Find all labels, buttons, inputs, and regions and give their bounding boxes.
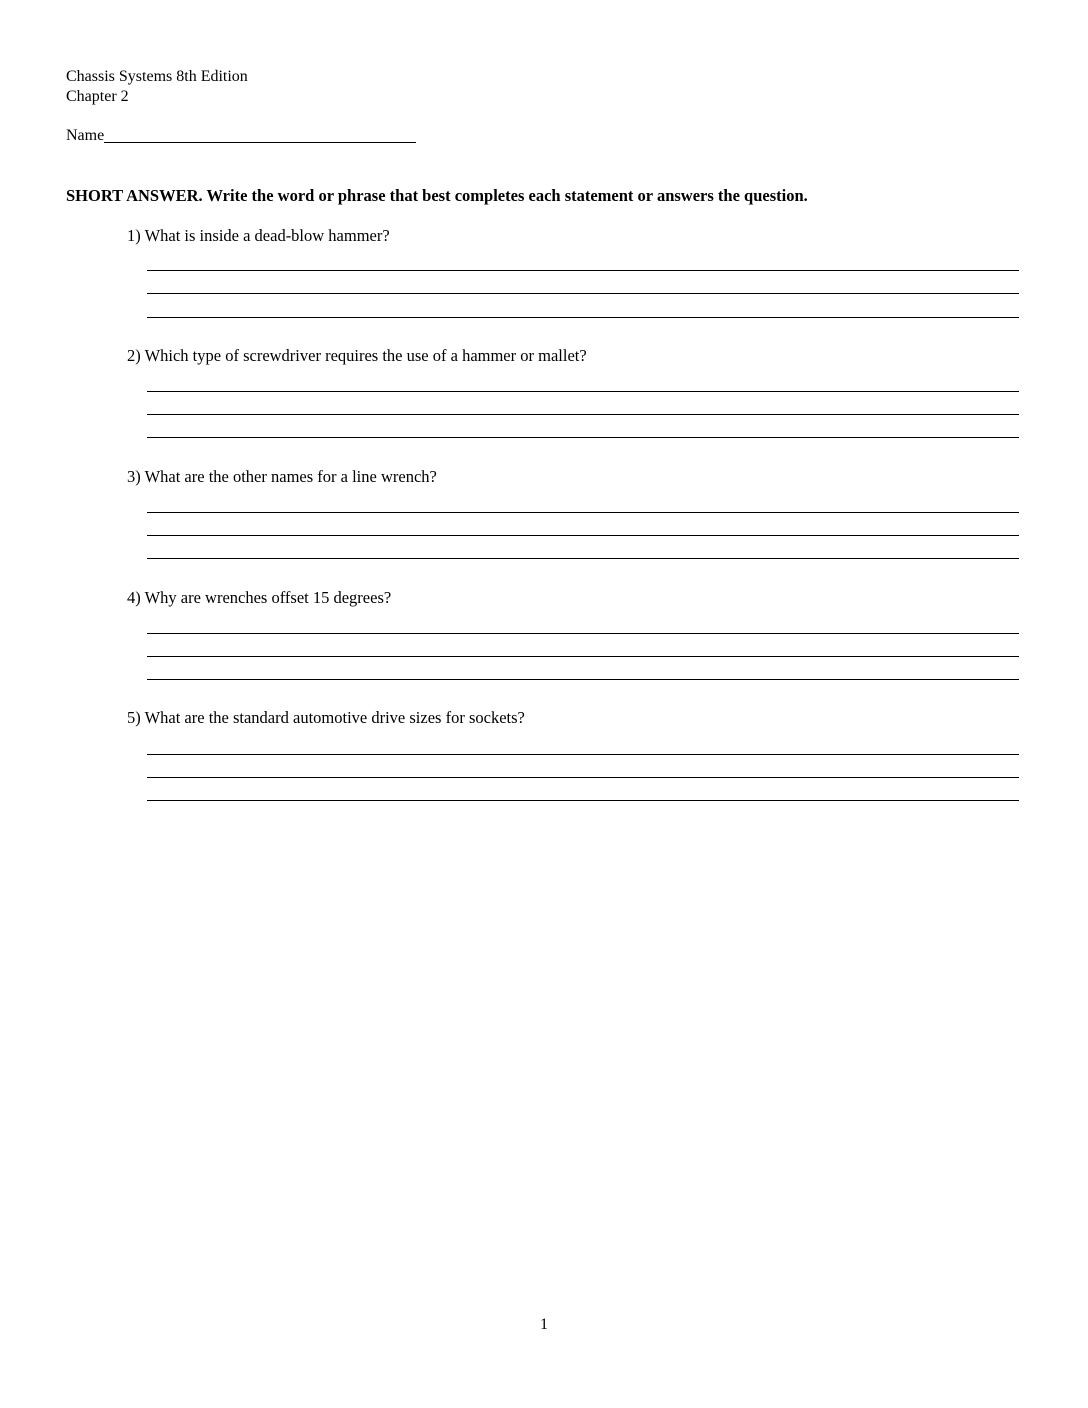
section-instructions: SHORT ANSWER. Write the word or phrase that best completes each statement or answers the question. (66, 186, 808, 205)
question-3: 3) What are the other names for a line wrench? (127, 467, 437, 486)
question-1: 1) What is inside a dead-blow hammer? (127, 226, 390, 245)
answer-line[interactable] (147, 414, 1019, 415)
answer-line[interactable] (147, 558, 1019, 559)
answer-line[interactable] (147, 512, 1019, 513)
name-label: Name (66, 127, 105, 144)
answer-line[interactable] (147, 656, 1019, 657)
answer-line[interactable] (147, 270, 1019, 271)
answer-line[interactable] (147, 391, 1019, 392)
page-number: 1 (540, 1316, 548, 1333)
question-5: 5) What are the standard automotive drive sizes for sockets? (127, 708, 525, 727)
answer-line[interactable] (147, 800, 1019, 801)
name-field-row (66, 126, 416, 146)
answer-line[interactable] (147, 535, 1019, 536)
answer-line[interactable] (147, 437, 1019, 438)
answer-line[interactable] (147, 633, 1019, 634)
question-2: 2) Which type of screwdriver requires the use of a hammer or mallet? (127, 346, 587, 365)
chapter-label: Chapter 2 (66, 88, 129, 105)
answer-line[interactable] (147, 293, 1019, 294)
answer-line[interactable] (147, 317, 1019, 318)
answer-line[interactable] (147, 754, 1019, 755)
answer-line[interactable] (147, 777, 1019, 778)
name-blank-line[interactable] (104, 141, 416, 143)
book-title: Chassis Systems 8th Edition (66, 68, 248, 85)
answer-line[interactable] (147, 679, 1019, 680)
question-4: 4) Why are wrenches offset 15 degrees? (127, 588, 392, 607)
